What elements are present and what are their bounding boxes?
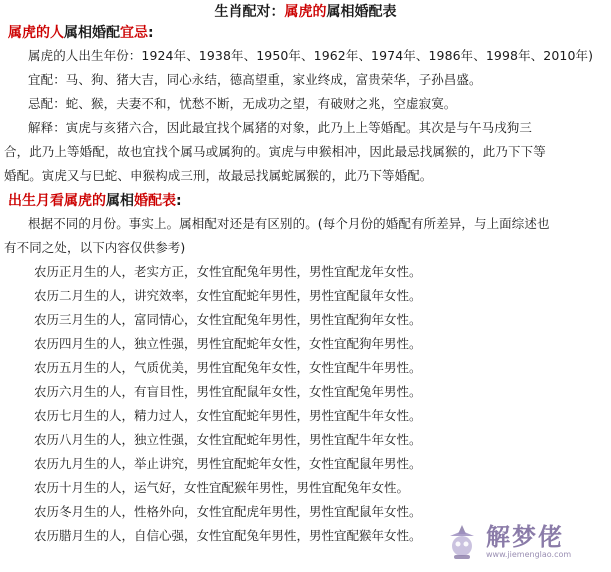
intro-line-1: 根据不同的月份。事实上。属相配对还是有区别的。(每个月份的婚配有所差异，与上面综述也 — [28, 216, 550, 231]
month-row: 农历四月生的人，独立性强，男性宜配蛇年女性，女性宜配狗年男性。 — [34, 336, 422, 351]
month-row: 农历正月生的人，老实方正，女性宜配兔年男性，男性宜配龙年女性。 — [34, 264, 422, 279]
explanation-line-1: 解释：寅虎与亥猪六合，因此最宜找个属猪的对象，此乃上上等婚配。其次是与午马戌狗三 — [28, 120, 533, 135]
month-row: 农历七月生的人，精力过人，女性宜配蛇年男性，男性宜配牛年女性。 — [34, 408, 422, 423]
title-suffix: 属相婚配表 — [326, 4, 397, 20]
section2-heading-red2: 婚配表 — [134, 193, 176, 209]
section2-heading — [8, 192, 182, 210]
month-row: 农历九月生的人，举止讲究，男性宜配蛇年女性，女性宜配鼠年男性。 — [34, 456, 422, 471]
title-prefix: 生肖配对： — [214, 4, 285, 20]
section1-heading-red1: 属虎的人 — [8, 25, 64, 41]
month-row: 农历腊月生的人，自信心强，女性宜配兔年男性，男性宜配猴年女性。 — [34, 528, 422, 543]
section2-heading-colon: : — [176, 193, 182, 209]
watermark — [442, 520, 607, 564]
section1-heading-mid: 属相婚配 — [64, 25, 120, 41]
section1-heading-red2: 宜忌 — [120, 25, 148, 41]
intro-line-2: 有不同之处，以下内容仅供参考) — [4, 240, 186, 255]
birth-years: 属虎的人出生年份：1924年、1938年、1950年、1962年、1974年、1986年、1998年、2010年) — [28, 48, 594, 63]
month-row: 农历六月生的人，有盲目性，男性宜配鼠年女性，女性宜配兔年男性。 — [34, 384, 422, 399]
explanation-line-3: 婚配。寅虎又与巳蛇、申猴构成三刑，故最忌找属蛇属猴的，此乃下等婚配。 — [4, 168, 433, 183]
page-title — [0, 3, 611, 21]
watermark-url: www.jiemenglao.com — [486, 550, 572, 559]
crystal-ball-icon — [442, 522, 482, 562]
section2-heading-mid: 属相 — [106, 193, 134, 209]
month-row: 农历二月生的人，讲究效率，女性宜配蛇年男性，男性宜配鼠年女性。 — [34, 288, 422, 303]
avoid-match: 忌配：蛇、猴，夫妻不和，忧愁不断，无成功之望，有破财之兆，空虚寂寞。 — [28, 96, 457, 111]
section1-heading-colon: : — [148, 25, 154, 41]
explanation-line-2: 合，此乃上等婚配，故也宜找个属马或属狗的。寅虎与申猴相冲，因此最忌找属猴的，此乃下下等 — [4, 144, 546, 159]
suitable-match: 宜配：马、狗、猪大吉，同心永结，德高望重，家业终成，富贵荣华，子孙昌盛。 — [28, 72, 482, 87]
month-row: 农历十月生的人，运气好，女性宜配猴年男性，男性宜配兔年女性。 — [34, 480, 410, 495]
month-row: 农历五月生的人，气质优美，男性宜配兔年女性，女性宜配牛年男性。 — [34, 360, 422, 375]
month-row: 农历三月生的人，富同情心，女性宜配兔年男性，男性宜配狗年女性。 — [34, 312, 422, 327]
title-highlight: 属虎的 — [284, 4, 327, 20]
section2-heading-red1: 出生月看属虎的 — [8, 193, 106, 209]
month-row: 农历八月生的人，独立性强，女性宜配蛇年男性，男性宜配牛年女性。 — [34, 432, 422, 447]
month-row: 农历冬月生的人，性格外向，女性宜配虎年男性，男性宜配鼠年女性。 — [34, 504, 422, 519]
watermark-name: 解梦佬 — [486, 523, 564, 551]
section1-heading — [8, 24, 154, 42]
